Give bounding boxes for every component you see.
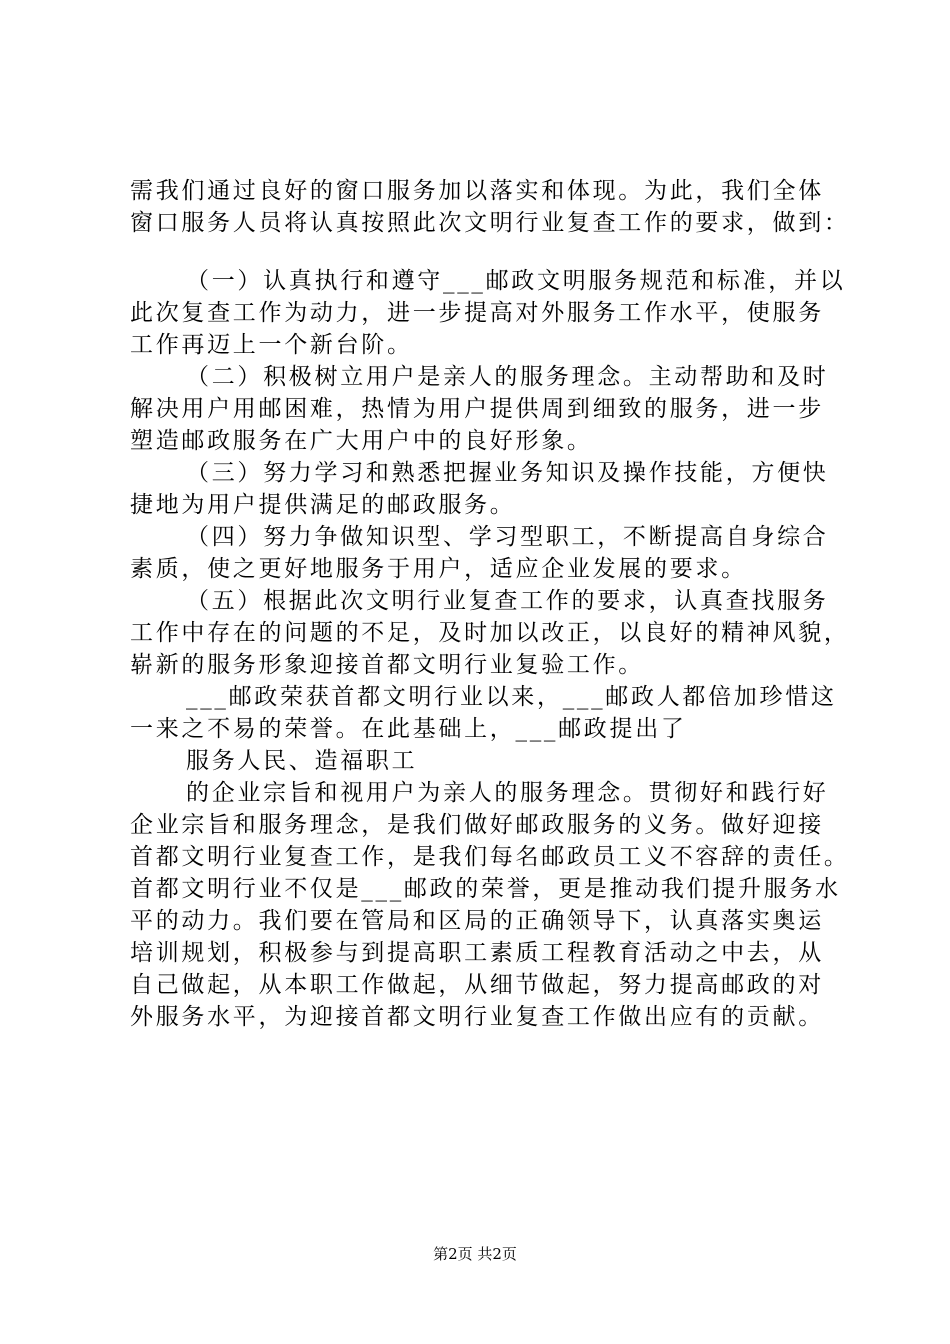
text-line: 素质，使之更好地服务于用户，适应企业发展的要求。	[130, 556, 747, 582]
text-line: 窗口服务人员将认真按照此次文明行业复查工作的要求，做到：	[130, 210, 850, 236]
text-line: 首都文明行业复查工作，是我们每名邮政员工义不容辞的责任。	[130, 844, 850, 870]
text-line: 的企业宗旨和视用户为亲人的服务理念。贯彻好和践行好	[186, 780, 829, 806]
text-line: 捷地为用户提供满足的邮政服务。	[130, 492, 516, 518]
list-item-2: （二）积极树立用户是亲人的服务理念。主动帮助和及时	[186, 364, 829, 390]
text-line: 工作中存在的问题的不足，及时加以改正，以良好的精神风貌，	[130, 620, 850, 646]
text-line: 需我们通过良好的窗口服务加以落实和体现。为此，我们全体	[130, 178, 824, 204]
text-line: 外服务水平，为迎接首都文明行业复查工作做出应有的贡献。	[130, 1004, 824, 1030]
text-line: 解决用户用邮困难，热情为用户提供周到细致的服务，进一步	[130, 396, 824, 422]
text-line: 工作再迈上一个新台阶。	[130, 332, 413, 358]
list-item-4: （四）努力争做知识型、学习型职工，不断提高自身综合	[186, 524, 829, 550]
text-line: 塑造邮政服务在广大用户中的良好形象。	[130, 428, 593, 454]
text-line: 此次复查工作为动力，进一步提高对外服务工作水平，使服务	[130, 300, 824, 326]
text-line: 培训规划，积极参与到提高职工素质工程教育活动之中去，从	[130, 940, 824, 966]
text-line: 平的动力。我们要在管局和区局的正确领导下，认真落实奥运	[130, 908, 824, 934]
list-item-3: （三）努力学习和熟悉把握业务知识及操作技能，方便快	[186, 460, 829, 486]
text-line: 自己做起，从本职工作做起，从细节做起，努力提高邮政的对	[130, 972, 824, 998]
text-line: 崭新的服务形象迎接首都文明行业复验工作。	[130, 652, 644, 678]
slogan-line: 服务人民、造福职工	[186, 748, 418, 774]
text-line: 首都文明行业不仅是___邮政的荣誉，更是推动我们提升服务水	[130, 876, 841, 902]
paragraph-start: ___邮政荣获首都文明行业以来，___邮政人都倍加珍惜这	[186, 684, 837, 710]
text-line: 一来之不易的荣誉。在此基础上，___邮政提出了	[130, 716, 687, 742]
list-item-5: （五）根据此次文明行业复查工作的要求，认真查找服务	[186, 588, 829, 614]
text-line: 企业宗旨和服务理念，是我们做好邮政服务的义务。做好迎接	[130, 812, 824, 838]
page-number: 第2页 共2页	[433, 1245, 517, 1263]
list-item-1: （一）认真执行和遵守___邮政文明服务规范和标准，并以	[186, 268, 846, 294]
